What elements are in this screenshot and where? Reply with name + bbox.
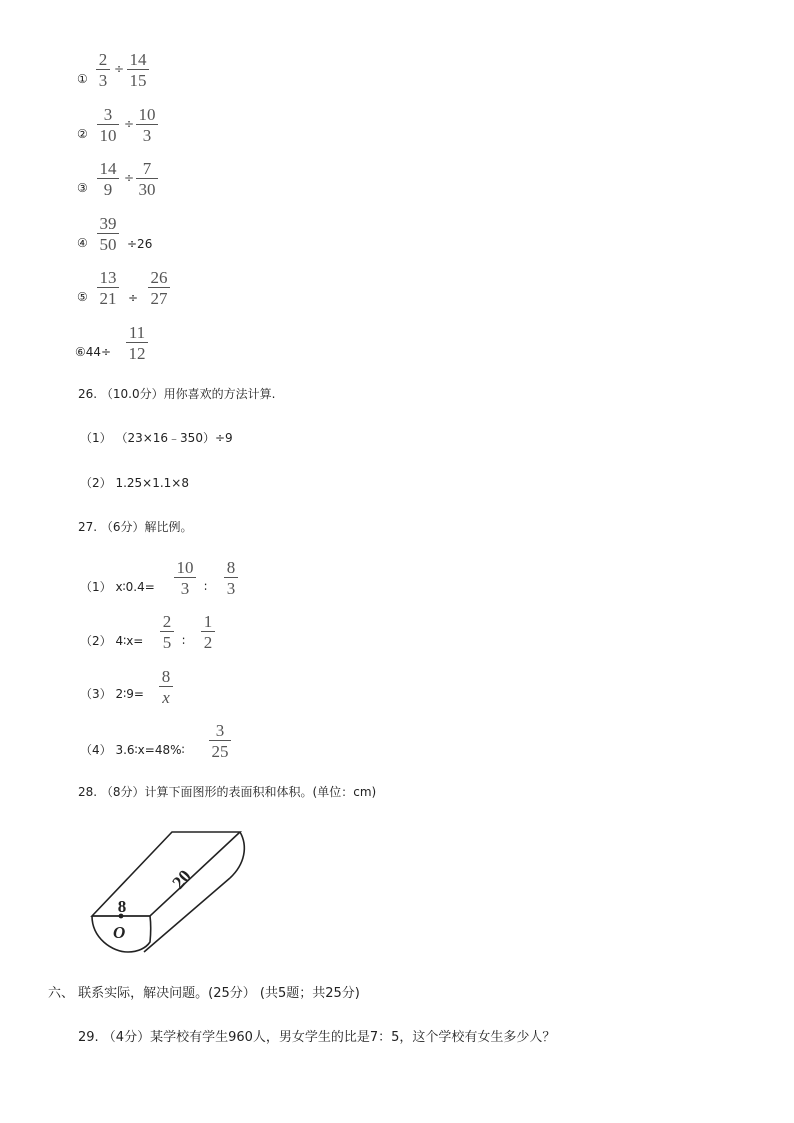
operator-5: ÷ — [128, 291, 139, 305]
fraction-3a: 14 9 — [97, 160, 119, 198]
length-label: 20 — [168, 865, 196, 893]
fraction-2a: 3 10 — [97, 106, 119, 144]
operator-4: ÷26 — [127, 237, 153, 251]
half-cylinder-figure — [80, 820, 250, 960]
fraction-1b: 14 15 — [127, 51, 149, 89]
item-label-6: ⑥44÷ — [75, 345, 112, 359]
section-6-title: 六、 联系实际，解决问题。(25分） (共5题；共25分) — [48, 986, 360, 1001]
question-29-title: 29. （4分）某学校有学生960人，男女学生的比是7：5，这个学校有女生多少人？ — [78, 1030, 556, 1045]
item-label-1: ① — [77, 72, 88, 86]
question-28-title: 28. （8分）计算下面图形的表面积和体积。(单位：cm) — [78, 785, 377, 799]
question-27-part-4-label: （4） 3.6∶x=48%∶ — [80, 743, 185, 757]
fraction-2b: 10 3 — [136, 106, 158, 144]
fraction-27-2b: 1 2 — [201, 613, 215, 651]
ratio-sign-27-2: ∶ — [182, 634, 186, 648]
ratio-sign-27-1: ∶ — [204, 580, 208, 594]
question-27-part-1-label: （1） x∶0.4= — [80, 580, 155, 594]
operator-1: ÷ — [114, 62, 125, 76]
fraction-4a: 39 50 — [97, 215, 119, 253]
fraction-1a: 2 3 — [96, 51, 110, 89]
diameter-label: 8 — [117, 897, 127, 916]
fraction-3b: 7 30 — [136, 160, 158, 198]
fraction-6a: 11 12 — [126, 324, 148, 362]
fraction-27-2a: 2 5 — [160, 613, 174, 651]
center-label: O — [113, 923, 126, 942]
fraction-27-3a: 8 x — [159, 668, 173, 706]
item-label-2: ② — [77, 127, 88, 141]
question-27-part-2-label: （2） 4∶x= — [80, 634, 144, 648]
item-label-3: ③ — [77, 181, 88, 195]
fraction-27-1b: 8 3 — [224, 559, 238, 597]
operator-3: ÷ — [124, 171, 135, 185]
question-26-part-2: （2） 1.25×1.1×8 — [80, 476, 189, 490]
question-26-part-1: （1） （23×16﹣350）÷9 — [80, 431, 233, 445]
question-26-title: 26. （10.0分）用你喜欢的方法计算. — [78, 387, 276, 401]
fraction-5a: 13 21 — [97, 269, 119, 307]
question-27-part-3-label: （3） 2∶9= — [80, 687, 144, 701]
question-27-title: 27. （6分）解比例。 — [78, 520, 193, 534]
fraction-27-1a: 10 3 — [174, 559, 196, 597]
fraction-27-4a: 3 25 — [209, 722, 231, 760]
operator-2: ÷ — [124, 117, 135, 131]
item-label-5: ⑤ — [77, 290, 88, 304]
fraction-5b: 26 27 — [148, 269, 170, 307]
item-label-4: ④ — [77, 236, 88, 250]
figure-top-face — [92, 832, 240, 916]
